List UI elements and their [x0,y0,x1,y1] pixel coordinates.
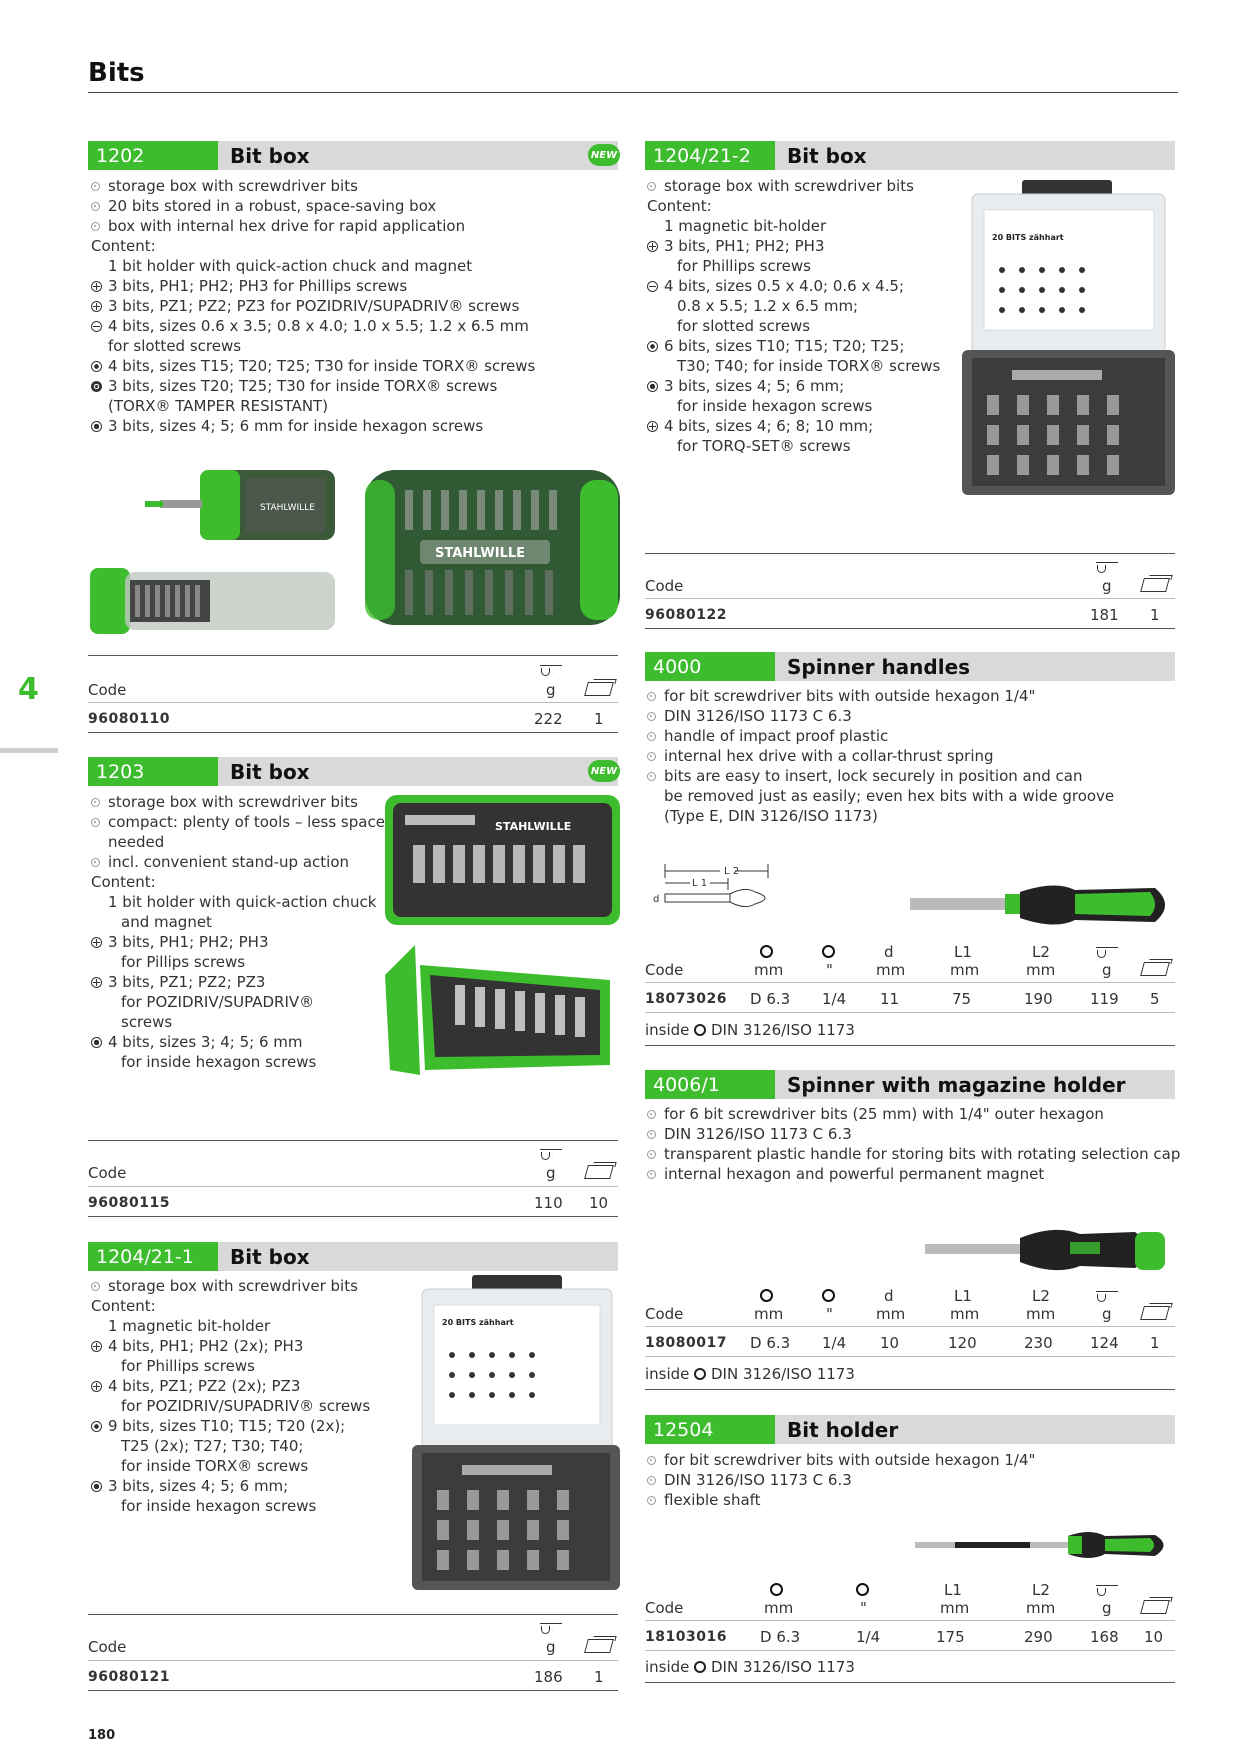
package-qty-icon [1142,1600,1168,1618]
weight-scale-icon [540,663,562,681]
column-header-unit: mm [876,1305,906,1323]
list-item: for inside TORX® screws [121,1457,309,1475]
bullet-icon [647,772,656,781]
package-qty-icon [586,1639,612,1657]
column-header-weight: g [1102,1599,1112,1617]
section-title: Bit holder [787,1417,899,1442]
column-header-code: Code [645,1305,684,1323]
section-1203-header [88,757,618,786]
table-rule [645,982,1175,983]
list-item: storage box with screwdriver bits [91,176,535,196]
svg-text:20 BITS zähhart: 20 BITS zähhart [442,1318,514,1327]
list-item: 4 bits, PH1; PH2 (2x); PH3 [91,1336,370,1356]
weight-value: 186 [534,1668,563,1686]
phillips-icon [647,241,658,252]
list-item: for Phillips screws [121,1357,255,1375]
package-qty-icon [1142,1306,1168,1324]
weight-value: 181 [1090,606,1119,624]
column-header-weight: g [546,1638,556,1656]
list-item: for inside hexagon screws [677,397,873,415]
list-item: Content: [647,197,712,215]
table-footnote: inside DIN 3126/ISO 1173 [645,1658,855,1676]
column-header-code: Code [645,961,684,979]
list-item: 3 bits, PH1; PH2; PH3 for Phillips screws [91,276,535,296]
bullet-icon [91,202,100,211]
section-title: Bit box [787,143,867,168]
product-image-bit-holder-box [140,460,340,550]
column-header-code: Code [88,1638,127,1656]
chapter-marker [0,748,58,753]
list-item: storage box with screwdriver bits [647,176,940,196]
slotted-icon [647,281,658,292]
column-header-weight: g [546,681,556,699]
list-item: 1 magnetic bit-holder [108,1317,271,1335]
table-rule [88,1690,618,1691]
product-image-spinner-handle [905,880,1175,930]
table-rule [645,1012,1175,1013]
pack-qty-value: 10 [1144,1628,1164,1646]
table-rule [88,1614,618,1615]
section-title: Bit box [230,143,310,168]
list-item: for Phillips screws [677,257,811,275]
section-4000-description [647,686,1114,826]
column-header-l2: L2 [1032,1581,1050,1599]
list-item: for 6 bit screwdriver bits (25 mm) with 1/4" outer hexagon [647,1104,1180,1124]
weight-value: 119 [1090,990,1119,1008]
section-1204-21-2-description [647,176,940,456]
section-1204-21-2-header [645,141,1175,170]
new-badge: NEW [588,144,620,166]
product-image-compact-box-stand [385,945,620,1080]
list-item: Content: [91,873,156,891]
list-item: 0.8 x 5.5; 1.2 x 6.5 mm; [677,297,859,315]
table-rule [645,1326,1175,1327]
list-item: and magnet [121,913,212,931]
hex-drive-icon [694,1368,706,1380]
inch-value: 1/4 [856,1628,881,1646]
inch-value: 1/4 [822,1334,847,1352]
column-header-code: Code [88,681,127,699]
table-rule [645,1389,1175,1390]
section-1202-header [88,141,618,170]
section-4000-header [645,652,1175,681]
column-header-l2: L2 [1032,1287,1050,1305]
section-code: 1204/21-1 [88,1242,218,1271]
section-12504-description [647,1450,1035,1510]
list-item: 3 bits, sizes T20; T25; T30 for inside TORX® screws [91,376,535,396]
list-item: for POZIDRIV/SUPADRIV® [121,993,315,1011]
list-item: 4 bits, sizes 0.6 x 3.5; 0.8 x 4.0; 1.0 x 5.5; 1.2 x 6.5 mm [91,316,535,336]
svg-text:STAHLWILLE: STAHLWILLE [495,820,572,833]
pozidriv-icon [91,977,102,988]
table-rule [88,1186,618,1187]
column-header-weight: g [1102,577,1112,595]
column-header-l2: L2 [1032,943,1050,961]
section-code: 4006/1 [645,1070,775,1099]
bullet-icon [647,732,656,741]
pack-qty-value: 1 [594,710,604,728]
weight-value: 124 [1090,1334,1119,1352]
column-header-unit: " [860,1599,867,1617]
section-title: Spinner with magazine holder [787,1072,1126,1097]
list-item: 1 bit holder with quick-action chuck [108,893,377,911]
new-badge: NEW [588,760,620,782]
list-item: for bit screwdriver bits with outside hexagon 1/4" [647,1450,1035,1470]
product-image-compact-box [385,795,620,925]
phillips-icon [91,281,102,292]
section-4006-1-description [647,1104,1180,1184]
list-item: handle of impact proof plastic [647,726,1114,746]
slotted-icon [91,321,102,332]
svg-text:d: d [653,894,660,905]
list-item: 6 bits, sizes T10; T15; T20; T25; [647,336,940,356]
list-item: box with internal hex drive for rapid application [91,216,535,236]
package-qty-icon [586,1165,612,1183]
list-item: 3 bits, sizes 4; 5; 6 mm; [91,1476,370,1496]
list-item: 4 bits, sizes 0.5 x 4.0; 0.6 x 4.5; [647,276,940,296]
hexagon-icon [647,381,658,392]
column-header-unit: mm [764,1599,794,1617]
list-item: Content: [91,1297,156,1315]
l2-value: 190 [1024,990,1053,1008]
section-code: 1203 [88,757,218,786]
list-item: needed [108,833,165,851]
product-image-bit-box-open [90,560,340,640]
list-item: screws [121,1013,173,1031]
list-item: (Type E, DIN 3126/ISO 1173) [664,807,878,825]
list-item: 3 bits, sizes 4; 5; 6 mm for inside hexagon screws [91,416,535,436]
table-rule [645,1650,1175,1651]
phillips-icon [91,937,102,948]
section-title: Bit box [230,759,310,784]
bullet-icon [647,1476,656,1485]
table-rule [88,655,618,656]
section-1204-21-1-header [88,1242,618,1271]
bullet-icon [91,222,100,231]
list-item: bits are easy to insert, lock securely in position and can [647,766,1114,786]
bullet-icon [647,1150,656,1159]
list-item: 3 bits, PH1; PH2; PH3 [647,236,940,256]
section-1202-description [91,176,535,436]
chapter-number: 4 [18,672,39,707]
table-rule [88,1140,618,1141]
list-item: DIN 3126/ISO 1173 C 6.3 [647,706,1114,726]
list-item: 3 bits, PZ1; PZ2; PZ3 for POZIDRIV/SUPADRIV® screws [91,296,535,316]
table-rule [88,1660,618,1661]
bullet-icon [647,692,656,701]
table-rule [645,628,1175,629]
phillips-icon [91,1341,102,1352]
list-item: 3 bits, PZ1; PZ2; PZ3 [91,972,385,992]
column-header-l1: L1 [944,1581,962,1599]
list-item: for slotted screws [108,337,242,355]
table-rule [645,598,1175,599]
drive-value: D 6.3 [750,990,791,1008]
list-item: T30; T40; for inside TORX® screws [677,357,941,375]
bullet-icon [647,182,656,191]
l2-value: 290 [1024,1628,1053,1646]
column-header-unit: mm [940,1599,970,1617]
dimension-drawing [650,858,780,914]
column-header-weight: g [1102,1305,1112,1323]
hexagon-icon [91,421,102,432]
column-header-weight: g [1102,961,1112,979]
weight-value: 222 [534,710,563,728]
list-item: flexible shaft [647,1490,1035,1510]
svg-text:L 2: L 2 [724,866,740,877]
inch-value: 1/4 [822,990,847,1008]
column-header-code: Code [645,1599,684,1617]
section-title: Bit box [230,1244,310,1269]
hex-drive-icon [694,1024,706,1036]
column-header-unit: " [826,1305,833,1323]
column-header-unit: mm [950,961,980,979]
list-item: 1 bit holder with quick-action chuck and magnet [108,257,473,275]
product-image-bit-box-closed [365,470,620,625]
section-code: 1204/21-2 [645,141,775,170]
pack-qty-value: 5 [1150,990,1160,1008]
list-item: storage box with screwdriver bits [91,1276,370,1296]
pack-qty-value: 1 [594,1668,604,1686]
column-header-weight: g [546,1164,556,1182]
table-rule [645,553,1175,554]
pack-qty-value: 10 [589,1194,609,1212]
bullet-icon [91,858,100,867]
column-header-l1: L1 [954,943,972,961]
list-item: for POZIDRIV/SUPADRIV® screws [121,1397,371,1415]
bullet-icon [647,1456,656,1465]
list-item: internal hex drive with a collar-thrust spring [647,746,1114,766]
svg-text:STAHLWILLE: STAHLWILLE [260,503,315,513]
list-item: 20 bits stored in a robust, space-saving box [91,196,535,216]
package-qty-icon [1142,962,1168,980]
package-qty-icon [1142,578,1168,596]
list-item: storage box with screwdriver bits [91,792,385,812]
article-code: 96080121 [88,1669,170,1685]
article-code: 18080017 [645,1335,727,1351]
list-item: 4 bits, sizes 3; 4; 5; 6 mm [91,1032,385,1052]
bullet-icon [647,1496,656,1505]
article-code: 96080122 [645,607,727,623]
torx-icon [647,341,658,352]
svg-text:STAHLWILLE: STAHLWILLE [435,546,526,561]
drive-value: D 6.3 [760,1628,801,1646]
section-code: 4000 [645,652,775,681]
list-item: 4 bits, PZ1; PZ2 (2x); PZ3 [91,1376,370,1396]
section-1203-description [91,792,385,1072]
list-item: for bit screwdriver bits with outside hexagon 1/4" [647,686,1114,706]
column-header-unit: mm [876,961,906,979]
bullet-icon [647,752,656,761]
list-item: Content: [91,237,156,255]
list-item: 9 bits, sizes T10; T15; T20 (2x); [91,1416,370,1436]
svg-text:L 1: L 1 [692,878,708,889]
column-header-unit: mm [950,1305,980,1323]
page-number: 180 [88,1728,116,1743]
list-item: 4 bits, sizes T15; T20; T25; T30 for inside TORX® screws [91,356,535,376]
article-code: 96080115 [88,1195,170,1211]
table-rule [88,702,618,703]
product-image-bit-box-21-2 [962,180,1175,495]
table-rule [88,1216,618,1217]
column-header-code: Code [88,1164,127,1182]
article-code: 18073026 [645,991,727,1007]
torx-icon [91,1421,102,1432]
weight-value: 168 [1090,1628,1119,1646]
list-item: DIN 3126/ISO 1173 C 6.3 [647,1124,1180,1144]
bullet-icon [647,1130,656,1139]
table-footnote: inside DIN 3126/ISO 1173 [645,1021,855,1039]
table-rule [88,732,618,733]
list-item: for TORQ-SET® screws [677,437,851,455]
drive-value: D 6.3 [750,1334,791,1352]
section-code: 12504 [645,1415,775,1444]
table-rule [645,1045,1175,1046]
weight-value: 110 [534,1194,563,1212]
column-header-unit: " [826,961,833,979]
bullet-icon [91,798,100,807]
torx-icon [91,361,102,372]
bullet-icon [647,1170,656,1179]
bullet-icon [91,818,100,827]
d-value: 10 [880,1334,900,1352]
package-qty-icon [586,682,612,700]
list-item: compact: plenty of tools – less space [91,812,385,832]
product-image-bit-box-21-1 [412,1275,620,1590]
pack-qty-value: 1 [1150,606,1160,624]
list-item: internal hexagon and powerful permanent magnet [647,1164,1180,1184]
article-code: 18103016 [645,1629,727,1645]
section-1204-21-1-description [91,1276,370,1516]
pozidriv-icon [91,301,102,312]
torq-set-icon [647,421,658,432]
hexagon-icon [91,1037,102,1048]
list-item: T25 (2x); T27; T30; T40; [121,1437,304,1455]
section-code: 1202 [88,141,218,170]
torx-tamper-icon [91,381,102,392]
list-item: 1 magnetic bit-holder [664,217,827,235]
column-header-unit: mm [754,1305,784,1323]
section-12504-header [645,1415,1175,1444]
list-item: 3 bits, PH1; PH2; PH3 [91,932,385,952]
column-header-unit: mm [1026,1305,1056,1323]
pozidriv-icon [91,1381,102,1392]
list-item: for slotted screws [677,317,811,335]
column-header-d: d [884,943,894,961]
list-item: 4 bits, sizes 4; 6; 8; 10 mm; [647,416,940,436]
l2-value: 230 [1024,1334,1053,1352]
column-header-unit: mm [1026,1599,1056,1617]
d-value: 11 [880,990,900,1008]
list-item: DIN 3126/ISO 1173 C 6.3 [647,1470,1035,1490]
table-rule [645,1620,1175,1621]
section-4006-1-header [645,1070,1175,1099]
list-item: incl. convenient stand-up action [91,852,385,872]
l1-value: 175 [936,1628,965,1646]
svg-text:20 BITS zähhart: 20 BITS zähhart [992,233,1064,242]
product-image-magazine-spinner [920,1222,1175,1278]
table-footnote: inside DIN 3126/ISO 1173 [645,1365,855,1383]
article-code: 96080110 [88,711,170,727]
list-item: (TORX® TAMPER RESISTANT) [108,397,329,415]
bullet-icon [91,182,100,191]
table-rule [645,1356,1175,1357]
l1-value: 75 [952,990,972,1008]
section-title: Spinner handles [787,654,971,679]
bullet-icon [647,712,656,721]
product-image-flexible-bit-holder [910,1526,1175,1564]
column-header-unit: mm [754,961,784,979]
hexagon-icon [91,1481,102,1492]
table-rule [645,1682,1175,1683]
hex-drive-icon [694,1661,706,1673]
list-item: transparent plastic handle for storing bits with rotating selection cap [647,1144,1180,1164]
list-item: be removed just as easily; even hex bits with a wide groove [664,787,1115,805]
pack-qty-value: 1 [1150,1334,1160,1352]
title-divider [88,92,1178,93]
page-title: Bits [88,58,145,88]
bullet-icon [91,1282,100,1291]
column-header-code: Code [645,577,684,595]
list-item: 3 bits, sizes 4; 5; 6 mm; [647,376,940,396]
list-item: for inside hexagon screws [121,1053,317,1071]
column-header-unit: mm [1026,961,1056,979]
column-header-l1: L1 [954,1287,972,1305]
l1-value: 120 [948,1334,977,1352]
bullet-icon [647,1110,656,1119]
list-item: for Pillips screws [121,953,246,971]
list-item: for inside hexagon screws [121,1497,317,1515]
column-header-d: d [884,1287,894,1305]
